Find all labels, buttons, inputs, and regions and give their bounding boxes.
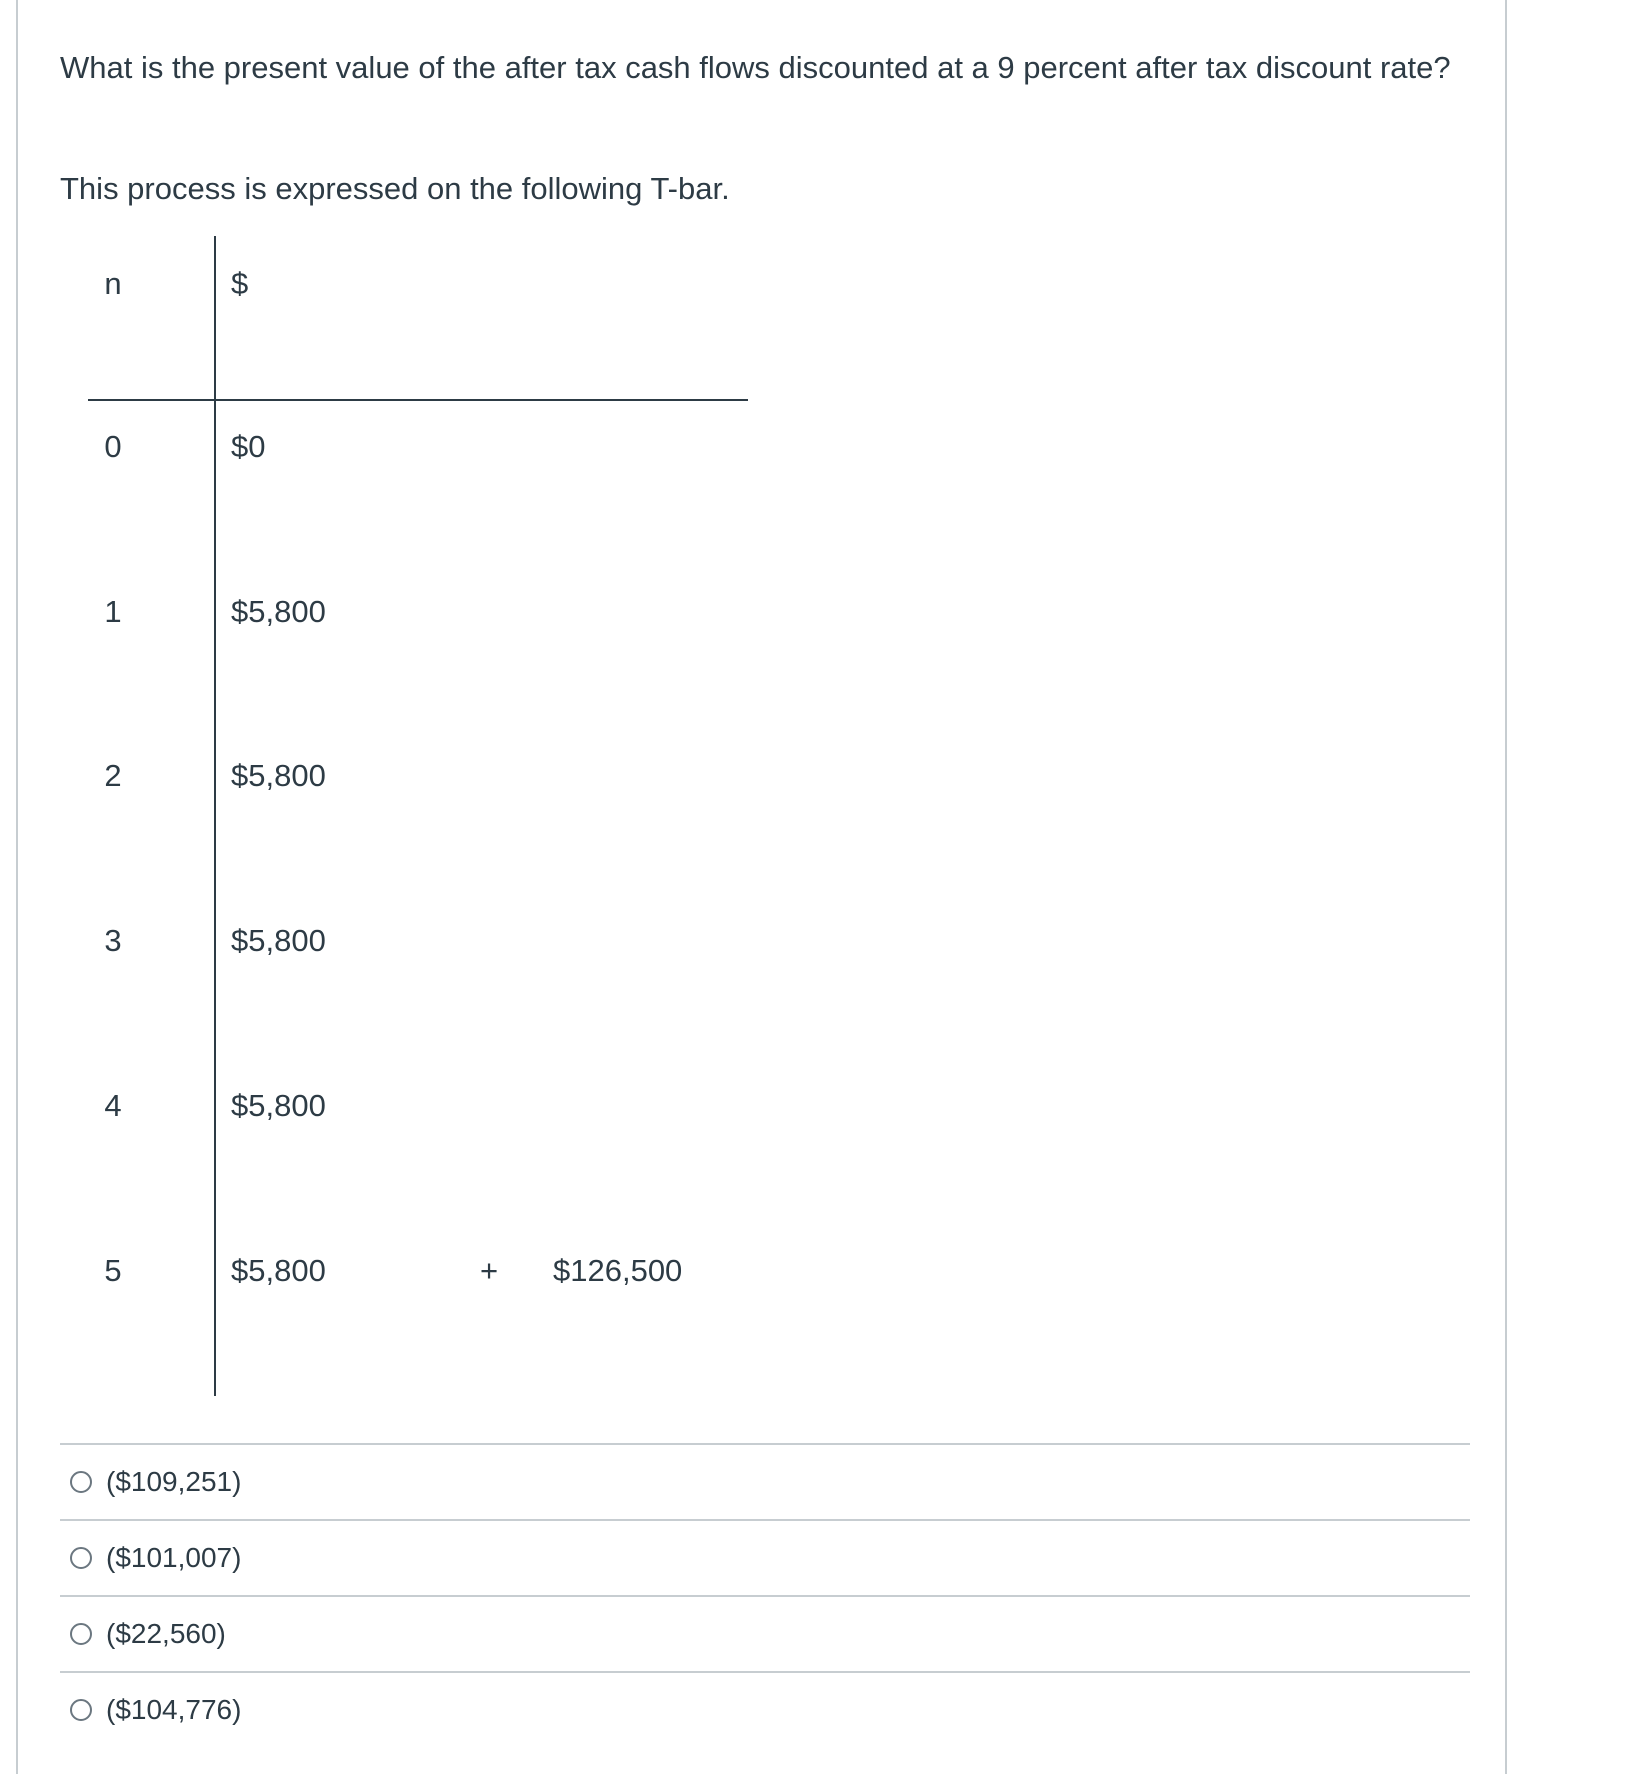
radio-button-icon[interactable]: [70, 1471, 92, 1493]
answer-label[interactable]: ($109,251): [106, 1466, 242, 1497]
radio-button-icon[interactable]: [70, 1623, 92, 1645]
radio-button-icon[interactable]: [70, 1699, 92, 1721]
t-bar-cash-flow: $0: [231, 429, 266, 464]
t-bar-vertical-line: [214, 236, 216, 1396]
answer-option[interactable]: [60, 1671, 1470, 1747]
t-bar-plus-sign: +: [479, 1253, 499, 1288]
t-bar-cash-flow: $5,800: [231, 758, 326, 793]
radio-button-icon[interactable]: [70, 1547, 92, 1569]
answer-label[interactable]: ($22,560): [106, 1618, 226, 1649]
question-panel: [16, 0, 1507, 1774]
t-bar-cash-flow: $5,800: [231, 1253, 326, 1288]
t-bar-period: 1: [104, 594, 122, 629]
t-bar-table: [58, 236, 748, 1396]
answer-option[interactable]: [60, 1519, 1470, 1595]
question-text: What is the present value of the after tax cash flows discounted at a 9 percent after tax discount rate?: [60, 50, 1451, 85]
t-bar-period: 3: [104, 923, 122, 958]
answer-label[interactable]: ($101,007): [106, 1542, 242, 1573]
answer-label[interactable]: ($104,776): [106, 1694, 242, 1725]
t-bar-period: 4: [104, 1088, 122, 1123]
answer-options: [60, 1443, 1470, 1747]
t-bar-cash-flow: $5,800: [231, 923, 326, 958]
process-description: This process is expressed on the following T-bar.: [60, 171, 730, 206]
answer-option[interactable]: [60, 1595, 1470, 1671]
t-bar-header-n: n: [104, 266, 122, 301]
t-bar-horizontal-line: [88, 399, 748, 401]
t-bar-cash-flow: $5,800: [231, 594, 326, 629]
t-bar-header-dollar: $: [231, 266, 249, 301]
t-bar-period: 5: [104, 1253, 122, 1288]
t-bar-terminal-value: $126,500: [553, 1253, 683, 1288]
answer-option[interactable]: [60, 1443, 1470, 1519]
t-bar-cash-flow: $5,800: [231, 1088, 326, 1123]
t-bar-period: 2: [104, 758, 122, 793]
t-bar-period: 0: [104, 429, 122, 464]
